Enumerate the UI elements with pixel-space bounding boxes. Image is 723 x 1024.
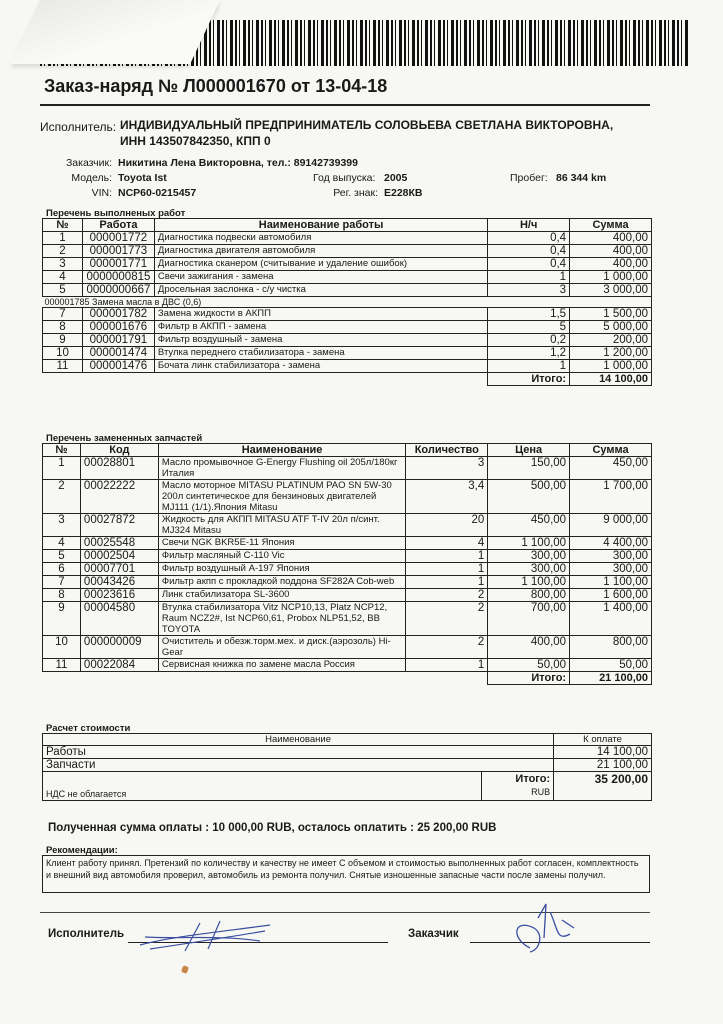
work-code: 000001676 bbox=[82, 321, 154, 334]
part-price: 1 100,00 bbox=[488, 576, 570, 589]
col-work-name: Наименование работы bbox=[154, 219, 487, 232]
table-row bbox=[43, 537, 652, 550]
table-row bbox=[43, 321, 652, 334]
works-table bbox=[42, 218, 652, 386]
parts-total-value: 21 100,00 bbox=[570, 672, 652, 685]
part-qty: 1 bbox=[406, 550, 488, 563]
col-num: № bbox=[43, 444, 81, 457]
part-qty: 1 bbox=[406, 659, 488, 672]
table-row bbox=[43, 284, 652, 297]
part-price: 450,00 bbox=[488, 514, 570, 537]
table-row bbox=[43, 232, 652, 245]
work-name: Втулка переднего стабилизатора - замена bbox=[154, 347, 487, 360]
year-label: Год выпуска: bbox=[313, 172, 376, 184]
work-code: 000001771 bbox=[82, 258, 154, 271]
work-sum: 1 000,00 bbox=[570, 360, 652, 373]
calc-header-row bbox=[43, 734, 652, 746]
calc-table bbox=[42, 733, 652, 801]
work-code: 000001773 bbox=[82, 245, 154, 258]
row-number: 9 bbox=[43, 334, 83, 347]
row-number: 9 bbox=[43, 602, 81, 636]
part-code: 00004580 bbox=[80, 602, 158, 636]
recommendations-text: Клиент работу принял. Претензий по количеству и качеству не имеет С объемом и стоимостью выполненных работ согласен, комплектность и внешний вид автомобиля проверил, автомобиль из ремонта получил. Снятые изношенные запасные части после замены получил. bbox=[42, 855, 650, 893]
executor-signature-image bbox=[130, 915, 280, 955]
table-row bbox=[43, 334, 652, 347]
table-row bbox=[43, 759, 652, 772]
part-sum: 300,00 bbox=[570, 563, 652, 576]
parts-total-row bbox=[43, 672, 652, 685]
calc-head-pay: К оплате bbox=[554, 734, 652, 746]
page-title: Заказ-наряд № Л000001670 от 13-04-18 bbox=[44, 76, 388, 96]
work-hours: 5 bbox=[488, 321, 570, 334]
row-number: 7 bbox=[43, 308, 83, 321]
work-sum: 200,00 bbox=[570, 334, 652, 347]
calc-currency: RUB bbox=[531, 787, 551, 797]
row-number: 7 bbox=[43, 576, 81, 589]
work-name: Дросельная заслонка - с/у чистка bbox=[154, 284, 487, 297]
col-num: № bbox=[43, 219, 83, 232]
work-sum: 400,00 bbox=[570, 258, 652, 271]
part-name: Фильтр акпп с прокладкой поддона SF282A Cob-web bbox=[158, 576, 405, 589]
work-hours: 0,4 bbox=[488, 245, 570, 258]
row-number: 1 bbox=[43, 232, 83, 245]
table-row bbox=[43, 457, 652, 480]
part-price: 300,00 bbox=[488, 550, 570, 563]
customer-label: Заказчик: bbox=[65, 157, 112, 169]
part-code: 00022084 bbox=[80, 659, 158, 672]
part-code: 00025548 bbox=[80, 537, 158, 550]
row-number: 4 bbox=[43, 271, 83, 284]
part-price: 300,00 bbox=[488, 563, 570, 576]
calc-section-title: Расчет стоимости bbox=[46, 723, 131, 734]
part-sum: 450,00 bbox=[570, 457, 652, 480]
part-code: 00028801 bbox=[80, 457, 158, 480]
table-row bbox=[43, 297, 652, 308]
work-sum: 1 200,00 bbox=[570, 347, 652, 360]
model-value: Toyota Ist bbox=[118, 172, 167, 184]
part-sum: 1 600,00 bbox=[570, 589, 652, 602]
part-sum: 300,00 bbox=[570, 550, 652, 563]
year-value: 2005 bbox=[384, 172, 408, 184]
col-sum: Сумма bbox=[570, 219, 652, 232]
part-qty: 1 bbox=[406, 576, 488, 589]
part-qty: 20 bbox=[406, 514, 488, 537]
reg-label: Рег. знак: bbox=[333, 187, 378, 199]
table-row bbox=[43, 271, 652, 284]
col-hours: Н/ч bbox=[488, 219, 570, 232]
work-name: Свечи зажигания - замена bbox=[154, 271, 487, 284]
part-code: 00027872 bbox=[80, 514, 158, 537]
table-row bbox=[43, 636, 652, 659]
work-hours: 0,4 bbox=[488, 232, 570, 245]
parts-table bbox=[42, 443, 652, 685]
part-price: 1 100,00 bbox=[488, 537, 570, 550]
table-row bbox=[43, 245, 652, 258]
work-hours: 0,4 bbox=[488, 258, 570, 271]
row-number: 2 bbox=[43, 245, 83, 258]
mileage-label: Пробег: bbox=[510, 172, 548, 184]
calc-works-label: Работы bbox=[43, 746, 554, 759]
parts-section-title: Перечень замененных запчастей bbox=[46, 433, 203, 444]
calc-total-value: 35 200,00 bbox=[554, 772, 652, 801]
part-code: 000000009 bbox=[80, 636, 158, 659]
part-code: 00002504 bbox=[80, 550, 158, 563]
col-price: Цена bbox=[488, 444, 570, 457]
parts-header-row bbox=[43, 444, 652, 457]
work-sum: 1 500,00 bbox=[570, 308, 652, 321]
table-row bbox=[43, 589, 652, 602]
part-price: 800,00 bbox=[488, 589, 570, 602]
table-row bbox=[43, 308, 652, 321]
row-number: 11 bbox=[43, 360, 83, 373]
part-qty: 3 bbox=[406, 457, 488, 480]
work-code: 000001782 bbox=[82, 308, 154, 321]
row-number: 10 bbox=[43, 347, 83, 360]
part-code: 00022222 bbox=[80, 480, 158, 514]
table-row bbox=[43, 563, 652, 576]
part-name: Масло моторное MITASU PLATINUM PAO SN 5W-30 200л синтетическое для бензиновых двигателей MJ111 (1/1).Япония Mitasu bbox=[158, 480, 405, 514]
part-name: Втулка стабилизатора Vitz NCP10,13, Platz NCP12, Raum NCZ2#, Ist NCP60,61, Probox NLP51,52, BB TOYOTA bbox=[158, 602, 405, 636]
part-price: 50,00 bbox=[488, 659, 570, 672]
work-name: Диагностика подвески автомобиля bbox=[154, 232, 487, 245]
part-qty: 2 bbox=[406, 602, 488, 636]
vat-note: НДС не облагается bbox=[46, 789, 127, 799]
folded-corner bbox=[10, 0, 220, 64]
row-number: 2 bbox=[43, 480, 81, 514]
executor-name: ИНДИВИДУАЛЬНЫЙ ПРЕДПРИНИМАТЕЛЬ СОЛОВЬЕВА СВЕТЛАНА ВИКТОРОВНА, ИНН 143507842350, КПП 0 bbox=[120, 118, 614, 148]
calc-total-row bbox=[43, 772, 652, 801]
customer-value: Никитина Лена Викторовна, тел.: 89142739399 bbox=[118, 157, 358, 169]
work-code: 0000000667 bbox=[82, 284, 154, 297]
work-code: 000001476 bbox=[82, 360, 154, 373]
part-name: Фильтр масляный C-110 Vic bbox=[158, 550, 405, 563]
part-qty: 4 bbox=[406, 537, 488, 550]
col-name: Наименование bbox=[158, 444, 405, 457]
work-sum: 5 000,00 bbox=[570, 321, 652, 334]
work-code: 000001791 bbox=[82, 334, 154, 347]
vin-value: NCP60-0215457 bbox=[118, 187, 197, 199]
part-code: 00007701 bbox=[80, 563, 158, 576]
calc-parts-label: Запчасти bbox=[43, 759, 554, 772]
works-total-value: 14 100,00 bbox=[570, 373, 652, 386]
col-code: Код bbox=[80, 444, 158, 457]
row-number: 6 bbox=[43, 563, 81, 576]
row-number: 8 bbox=[43, 589, 81, 602]
work-code: 0000000815 bbox=[82, 271, 154, 284]
work-name: Диагностика двигателя автомобиля bbox=[154, 245, 487, 258]
part-sum: 1 100,00 bbox=[570, 576, 652, 589]
work-hours: 1 bbox=[488, 360, 570, 373]
mileage-value: 86 344 km bbox=[556, 172, 607, 184]
row-number: 5 bbox=[43, 284, 83, 297]
work-name: Диагностика сканером (считывание и удаление ошибок) bbox=[154, 258, 487, 271]
table-row bbox=[43, 514, 652, 537]
calc-parts-value: 21 100,00 bbox=[554, 759, 652, 772]
works-total-label: Итого: bbox=[488, 373, 570, 386]
part-qty: 3,4 bbox=[406, 480, 488, 514]
work-sum: 400,00 bbox=[570, 245, 652, 258]
table-row bbox=[43, 746, 652, 759]
part-qty: 1 bbox=[406, 563, 488, 576]
part-name: Масло промывочное G-Energy Flushing oil 205л/180кг Италия bbox=[158, 457, 405, 480]
model-label: Модель: bbox=[71, 172, 112, 184]
work-name: Фильтр в АКПП - замена bbox=[154, 321, 487, 334]
part-sum: 1 700,00 bbox=[570, 480, 652, 514]
parts-total-label: Итого: bbox=[488, 672, 570, 685]
row-number: 4 bbox=[43, 537, 81, 550]
table-row bbox=[43, 550, 652, 563]
row-number: 11 bbox=[43, 659, 81, 672]
part-sum: 4 400,00 bbox=[570, 537, 652, 550]
col-work: Работа bbox=[82, 219, 154, 232]
part-sum: 1 400,00 bbox=[570, 602, 652, 636]
work-code: 000001474 bbox=[82, 347, 154, 360]
customer-signature-image bbox=[500, 898, 590, 958]
part-price: 500,00 bbox=[488, 480, 570, 514]
work-sum: 400,00 bbox=[570, 232, 652, 245]
table-row bbox=[43, 576, 652, 589]
part-name: Линк стабилизатора SL-3600 bbox=[158, 589, 405, 602]
row-number: 3 bbox=[43, 514, 81, 537]
work-sum: 3 000,00 bbox=[570, 284, 652, 297]
part-sum: 800,00 bbox=[570, 636, 652, 659]
table-row bbox=[43, 602, 652, 636]
executor-label: Исполнитель: bbox=[40, 120, 117, 134]
work-name: Замена жидкости в АКПП bbox=[154, 308, 487, 321]
executor-signature-label: Исполнитель bbox=[48, 928, 125, 940]
part-sum: 9 000,00 bbox=[570, 514, 652, 537]
payment-summary: Полученная сумма оплаты : 10 000,00 RUB, осталось оплатить : 25 200,00 RUB bbox=[48, 822, 497, 834]
part-code: 00043426 bbox=[80, 576, 158, 589]
part-code: 00023616 bbox=[80, 589, 158, 602]
stain-mark bbox=[181, 965, 189, 974]
work-sum: 1 000,00 bbox=[570, 271, 652, 284]
works-header-row bbox=[43, 219, 652, 232]
part-name: Фильтр воздушный A-197 Япония bbox=[158, 563, 405, 576]
divider bbox=[40, 104, 650, 106]
table-row bbox=[43, 258, 652, 271]
customer-signature-label: Заказчик bbox=[408, 928, 459, 940]
recommendations-label: Рекомендации: bbox=[46, 845, 118, 856]
vin-label: VIN: bbox=[91, 187, 112, 199]
work-name: Фильтр воздушный - замена bbox=[154, 334, 487, 347]
table-row bbox=[43, 480, 652, 514]
part-sum: 50,00 bbox=[570, 659, 652, 672]
work-name: Бочата линк стабилизатора - замена bbox=[154, 360, 487, 373]
part-price: 400,00 bbox=[488, 636, 570, 659]
part-qty: 2 bbox=[406, 636, 488, 659]
works-section-title: Перечень выполненых работ bbox=[46, 208, 186, 219]
part-name: Сервисная книжка по замене масла Россия bbox=[158, 659, 405, 672]
works-total-row bbox=[43, 373, 652, 386]
row-number: 3 bbox=[43, 258, 83, 271]
work-hours: 1,5 bbox=[488, 308, 570, 321]
calc-total-label: Итого: bbox=[515, 773, 551, 785]
part-name: Свечи NGK BKR5E-11 Япония bbox=[158, 537, 405, 550]
work-hours: 1 bbox=[488, 271, 570, 284]
part-price: 700,00 bbox=[488, 602, 570, 636]
row-number: 1 bbox=[43, 457, 81, 480]
part-name: Очиститель и обезж.торм.мех. и диск.(аэрозоль) Hi-Gear bbox=[158, 636, 405, 659]
wide-row-text: 000001785 Замена масла в ДВС (0,6) bbox=[43, 297, 652, 308]
row-number: 10 bbox=[43, 636, 81, 659]
calc-works-value: 14 100,00 bbox=[554, 746, 652, 759]
work-code: 000001772 bbox=[82, 232, 154, 245]
table-row bbox=[43, 659, 652, 672]
part-price: 150,00 bbox=[488, 457, 570, 480]
table-row bbox=[43, 360, 652, 373]
reg-value: Е228КВ bbox=[384, 187, 423, 199]
work-hours: 1,2 bbox=[488, 347, 570, 360]
table-row bbox=[43, 347, 652, 360]
calc-head-name: Наименование bbox=[43, 734, 554, 746]
row-number: 5 bbox=[43, 550, 81, 563]
row-number: 8 bbox=[43, 321, 83, 334]
part-qty: 2 bbox=[406, 589, 488, 602]
col-sum: Сумма bbox=[570, 444, 652, 457]
col-qty: Количество bbox=[406, 444, 488, 457]
part-name: Жидкость для АКПП MITASU ATF T-IV 20л п/синт. MJ324 Mitasu bbox=[158, 514, 405, 537]
work-hours: 3 bbox=[488, 284, 570, 297]
work-hours: 0,2 bbox=[488, 334, 570, 347]
